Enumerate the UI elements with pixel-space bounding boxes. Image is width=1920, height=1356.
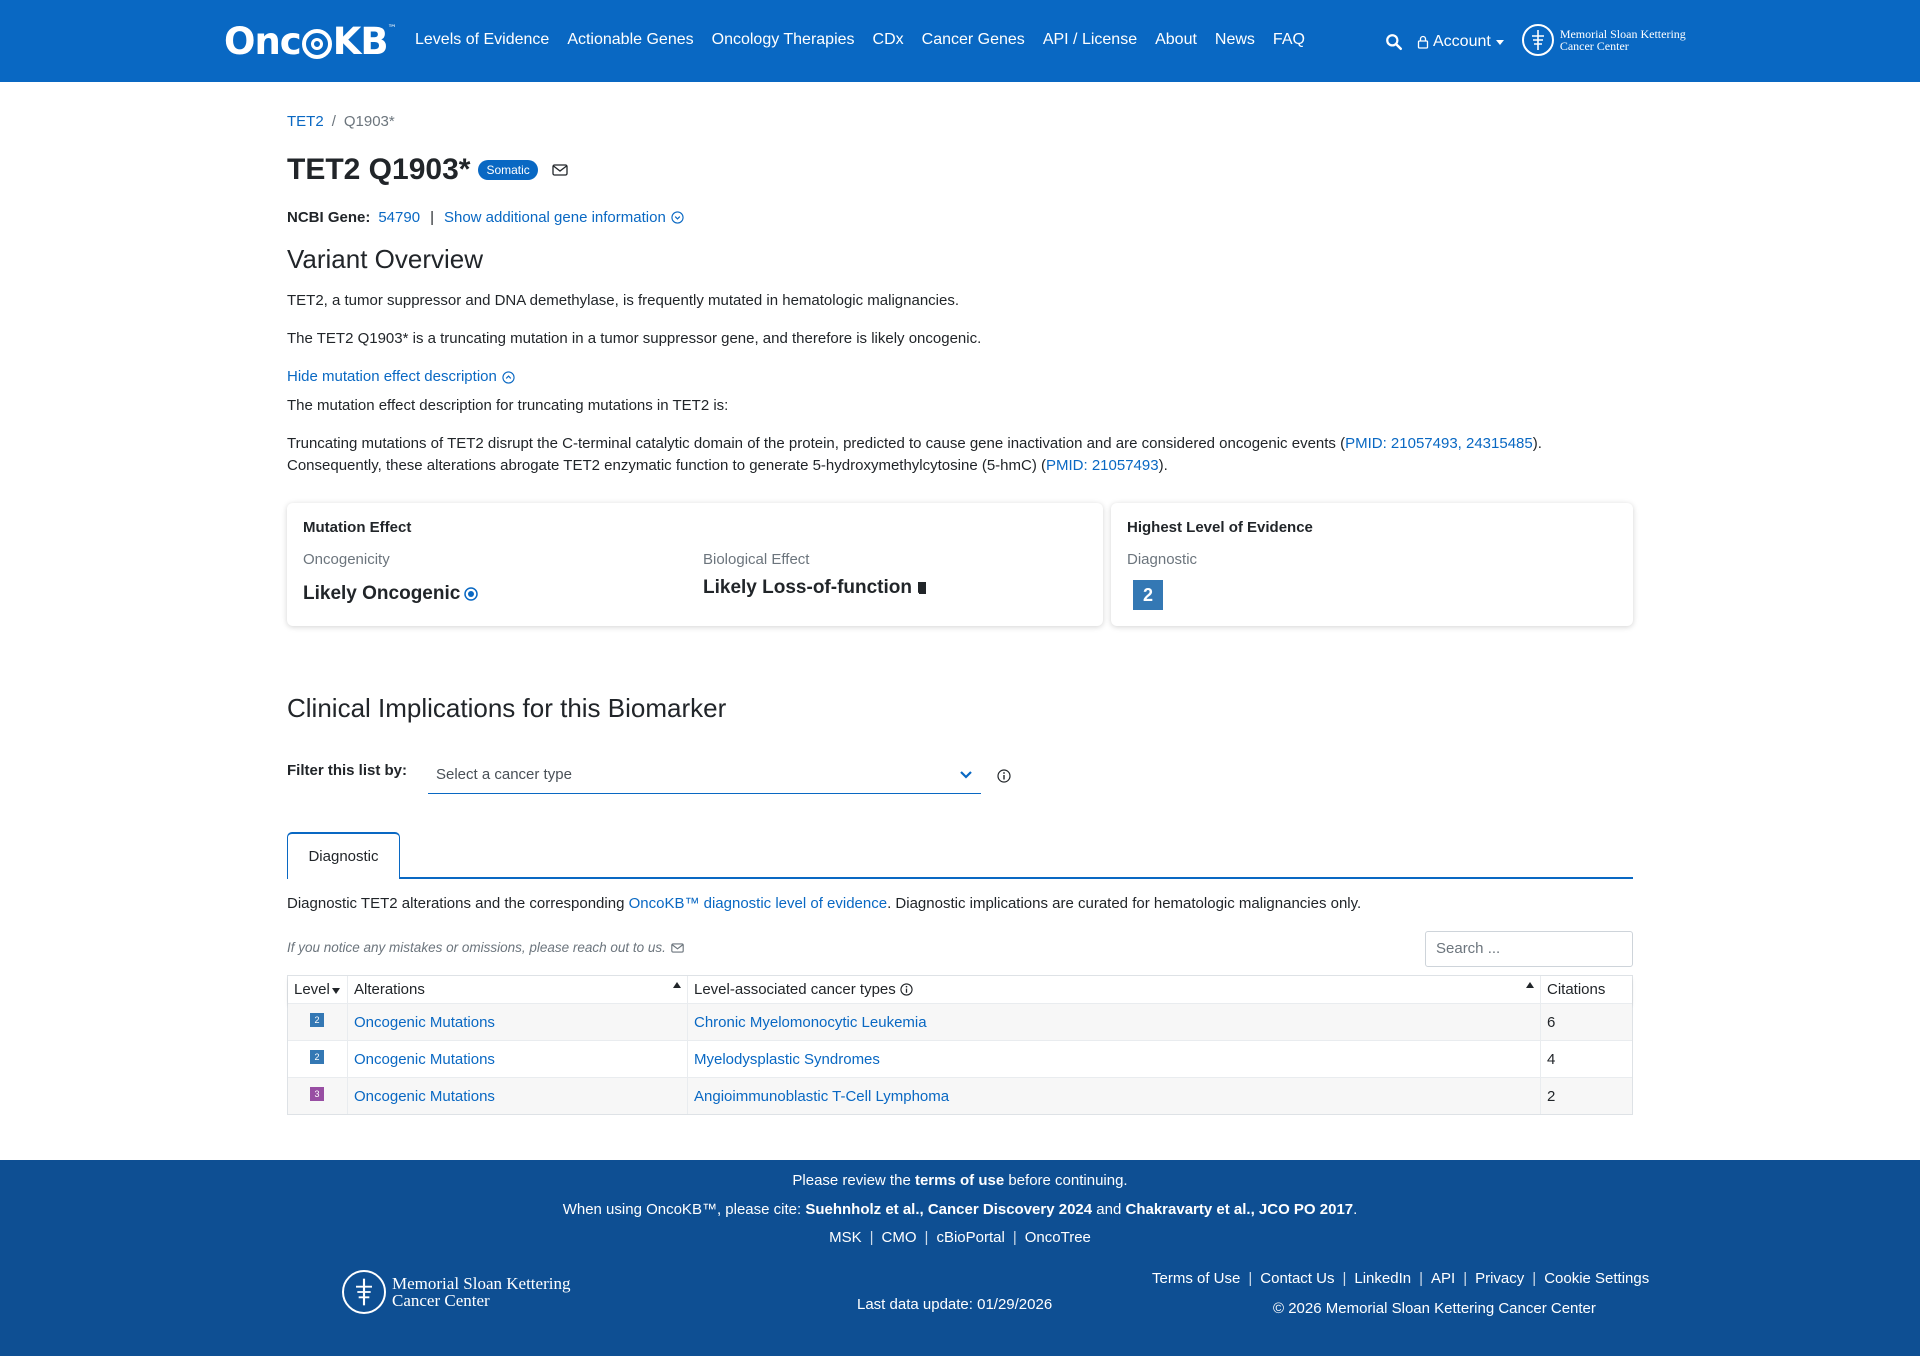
msk-emblem-icon bbox=[1522, 24, 1554, 56]
highest-level-title: Highest Level of Evidence bbox=[1127, 519, 1313, 536]
ncbi-label: NCBI Gene: bbox=[287, 209, 371, 226]
citation-1[interactable]: Suehnholz et al., Cancer Discovery 2024 bbox=[805, 1201, 1093, 1218]
pmid-link-1[interactable]: PMID: 21057493, 24315485 bbox=[1345, 435, 1533, 452]
citations-count[interactable]: 2 bbox=[1547, 1087, 1556, 1105]
cancer-type-link[interactable]: Chronic Myelomonocytic Leukemia bbox=[694, 1013, 927, 1031]
nav-about[interactable]: About bbox=[1155, 31, 1197, 48]
breadcrumb-current: Q1903* bbox=[343, 113, 395, 130]
biological-effect-label: Biological Effect bbox=[703, 551, 810, 568]
footer-link-linkedin[interactable]: LinkedIn bbox=[1354, 1270, 1412, 1287]
book-icon[interactable] bbox=[916, 581, 928, 595]
somatic-badge: Somatic bbox=[478, 160, 537, 180]
feedback-note-text: If you notice any mistakes or omissions, please reach out to us. bbox=[287, 940, 666, 955]
footer-cite-and: and bbox=[1092, 1201, 1126, 1218]
msk-emblem-icon bbox=[342, 1270, 386, 1314]
nav-news[interactable]: News bbox=[1214, 31, 1255, 48]
citations-count[interactable]: 6 bbox=[1547, 1013, 1556, 1031]
footer-partner-links: MSK | CMO | cBioPortal | OncoTree bbox=[829, 1229, 1091, 1246]
col-cancer-types-label: Level-associated cancer types bbox=[694, 981, 896, 998]
cancer-type-select[interactable] bbox=[428, 760, 981, 794]
page-title: TET2 Q1903* bbox=[287, 153, 471, 186]
footer-review-a: Please review the bbox=[792, 1172, 915, 1189]
table-row bbox=[288, 1040, 1632, 1077]
level-badge[interactable]: 2 bbox=[310, 1013, 324, 1027]
diagnostic-description bbox=[287, 893, 1397, 915]
mutation-effect-title: Mutation Effect bbox=[303, 519, 412, 536]
footer-msk-line1: Memorial Sloan Kettering bbox=[392, 1274, 571, 1293]
biological-effect-value: Likely Loss-of-function bbox=[703, 577, 912, 598]
cancer-type-link[interactable]: Myelodysplastic Syndromes bbox=[694, 1050, 880, 1068]
nav-faq[interactable]: FAQ bbox=[1272, 31, 1305, 48]
sort-asc-icon bbox=[1526, 982, 1534, 988]
citations-count[interactable]: 4 bbox=[1547, 1050, 1556, 1068]
footer bbox=[0, 1160, 1920, 1356]
footer-link-cookie-settings[interactable]: Cookie Settings bbox=[1544, 1270, 1650, 1287]
alteration-link[interactable]: Oncogenic Mutations bbox=[354, 1050, 495, 1068]
citation-2[interactable]: Chakravarty et al., JCO PO 2017 bbox=[1125, 1201, 1354, 1218]
pmid-link-2[interactable]: PMID: 21057493 bbox=[1046, 457, 1159, 474]
footer-link-api[interactable]: API bbox=[1431, 1270, 1456, 1287]
footer-citation bbox=[0, 1201, 1920, 1218]
mutation-effect-card bbox=[287, 503, 1103, 626]
search-icon[interactable] bbox=[1385, 33, 1403, 51]
chevron-down-circle-icon[interactable] bbox=[671, 211, 684, 224]
col-alterations-label: Alterations bbox=[354, 981, 425, 998]
msk-line1: Memorial Sloan Kettering bbox=[1559, 27, 1686, 41]
hide-mutation-effect-link[interactable]: Hide mutation effect description bbox=[287, 368, 497, 385]
footer-cite-a: When using OncoKB™, please cite: bbox=[562, 1201, 806, 1218]
footer-msk-line2: Cancer Center bbox=[392, 1291, 490, 1310]
breadcrumb-separator: / bbox=[331, 113, 336, 130]
clinical-implications-heading: Clinical Implications for this Biomarker bbox=[287, 693, 727, 723]
footer-legal-links: Terms of Use | Contact Us | LinkedIn | API | Privacy | Cookie Settings bbox=[1152, 1270, 1650, 1287]
account-menu[interactable] bbox=[1417, 33, 1504, 51]
col-citations-header[interactable] bbox=[1541, 976, 1632, 1003]
level-badge[interactable]: 3 bbox=[310, 1087, 324, 1101]
footer-link-privacy[interactable]: Privacy bbox=[1475, 1270, 1525, 1287]
tab-underline bbox=[287, 877, 1633, 879]
footer-review-b: before continuing. bbox=[1004, 1172, 1128, 1189]
top-navbar bbox=[0, 0, 1920, 82]
highest-level-badge[interactable]: 2 bbox=[1133, 580, 1163, 610]
footer-copyright: © 2026 Memorial Sloan Kettering Cancer Center bbox=[1273, 1300, 1596, 1317]
ncbi-gene-link[interactable]: 54790 bbox=[378, 209, 421, 226]
logo-ring-icon bbox=[302, 29, 332, 59]
info-icon[interactable] bbox=[900, 983, 913, 996]
footer-terms-notice bbox=[0, 1172, 1920, 1189]
footer-link-msk[interactable]: MSK bbox=[829, 1229, 862, 1246]
highest-level-label: Diagnostic bbox=[1127, 551, 1198, 568]
nav-cancer-genes[interactable]: Cancer Genes bbox=[921, 31, 1025, 48]
diagnostic-level-link[interactable]: OncoKB™ diagnostic level of evidence bbox=[628, 895, 888, 912]
level-badge[interactable]: 2 bbox=[310, 1050, 324, 1064]
chevron-up-circle-icon[interactable] bbox=[502, 371, 515, 384]
mail-icon[interactable] bbox=[552, 164, 568, 176]
cancer-type-link[interactable]: Angioimmunoblastic T-Cell Lymphoma bbox=[694, 1087, 950, 1105]
table-row bbox=[288, 1003, 1632, 1040]
mutation-effect-text-a: Truncating mutations of TET2 disrupt the C-terminal catalytic domain of the protein, predicted to cause gene inactivation and are considered oncogenic events ( bbox=[287, 435, 1346, 452]
col-level-label: Level bbox=[294, 981, 330, 998]
overview-summary: TET2, a tumor suppressor and DNA demethylase, is frequently mutated in hematologic malignancies. bbox=[287, 292, 959, 309]
col-citations-label: Citations bbox=[1547, 981, 1606, 998]
highest-level-card bbox=[1111, 503, 1633, 626]
oncogenicity-label: Oncogenicity bbox=[303, 551, 390, 568]
overview-oncogenicity-text: The TET2 Q1903* is a truncating mutation in a tumor suppressor gene, and therefore is likely oncogenic. bbox=[287, 330, 982, 347]
oncokb-logo[interactable]: Onc KB ™ bbox=[224, 20, 396, 63]
msk-logo[interactable] bbox=[1522, 24, 1686, 56]
footer-cite-end: . bbox=[1353, 1201, 1358, 1218]
nav-cdx[interactable]: CDx bbox=[872, 31, 904, 48]
table-search-input[interactable]: Search ... bbox=[1425, 931, 1633, 967]
nav-levels-of-evidence[interactable]: Levels of Evidence bbox=[415, 31, 550, 48]
footer-link-oncotree[interactable]: OncoTree bbox=[1024, 1229, 1091, 1246]
implications-table bbox=[287, 975, 1633, 1115]
account-label: Account bbox=[1433, 33, 1491, 50]
tab-diagnostic[interactable]: Diagnostic bbox=[287, 832, 400, 879]
sort-desc-icon bbox=[332, 988, 340, 994]
pipe-separator: | bbox=[430, 209, 434, 226]
show-gene-info-link[interactable]: Show additional gene information bbox=[443, 209, 666, 226]
feedback-note bbox=[287, 940, 684, 955]
footer-link-terms[interactable]: Terms of Use bbox=[1152, 1270, 1241, 1287]
oncogenic-target-icon[interactable] bbox=[464, 587, 478, 601]
table-header-row bbox=[288, 976, 1632, 1003]
mutation-effect-text-c: ). bbox=[1158, 457, 1168, 474]
nav-oncology-therapies[interactable]: Oncology Therapies bbox=[711, 31, 855, 48]
nav-api-license[interactable]: API / License bbox=[1042, 31, 1138, 48]
terms-of-use-link[interactable]: terms of use bbox=[914, 1172, 1005, 1189]
footer-msk-logo[interactable] bbox=[342, 1270, 570, 1314]
oncogenicity-value: Likely Oncogenic bbox=[303, 583, 461, 604]
breadcrumb-gene-link[interactable]: TET2 bbox=[287, 113, 324, 130]
info-icon[interactable] bbox=[997, 769, 1011, 783]
nav-links bbox=[415, 31, 1323, 49]
mutation-effect-text-b: ). Consequently, these alterations abrogate TET2 enzymatic function to generate 5-hydroxymethylcytosine (5-hmC) ( bbox=[287, 435, 1542, 474]
col-cancer-types-header[interactable] bbox=[688, 976, 1541, 1003]
mail-icon[interactable] bbox=[671, 943, 684, 953]
caret-down-icon bbox=[1496, 40, 1504, 45]
alteration-link[interactable]: Oncogenic Mutations bbox=[354, 1013, 495, 1031]
sort-asc-icon bbox=[673, 982, 681, 988]
footer-link-cbioportal[interactable]: cBioPortal bbox=[936, 1229, 1005, 1246]
col-alterations-header[interactable] bbox=[348, 976, 688, 1003]
col-level-header[interactable] bbox=[288, 976, 348, 1003]
footer-link-cmo[interactable]: CMO bbox=[881, 1229, 917, 1246]
breadcrumb bbox=[287, 113, 395, 130]
mutation-effect-intro: The mutation effect description for truncating mutations in TET2 is: bbox=[287, 397, 729, 414]
chevron-down-icon bbox=[959, 770, 973, 780]
mutation-effect-description bbox=[287, 433, 1617, 477]
diagnostic-desc-a: Diagnostic TET2 alterations and the corresponding bbox=[287, 895, 629, 912]
alteration-link[interactable]: Oncogenic Mutations bbox=[354, 1087, 495, 1105]
footer-link-contact[interactable]: Contact Us bbox=[1260, 1270, 1335, 1287]
nav-actionable-genes[interactable]: Actionable Genes bbox=[567, 31, 694, 48]
cancer-type-placeholder: Select a cancer type bbox=[436, 766, 572, 783]
last-data-update: Last data update: 01/29/2026 bbox=[857, 1296, 1053, 1313]
variant-overview-heading: Variant Overview bbox=[287, 244, 484, 274]
table-row bbox=[288, 1077, 1632, 1114]
filter-label: Filter this list by: bbox=[287, 762, 408, 779]
diagnostic-desc-b: . Diagnostic implications are curated for hematologic malignancies only. bbox=[887, 895, 1362, 912]
msk-line2: Cancer Center bbox=[1559, 39, 1629, 53]
lock-icon bbox=[1417, 35, 1429, 49]
